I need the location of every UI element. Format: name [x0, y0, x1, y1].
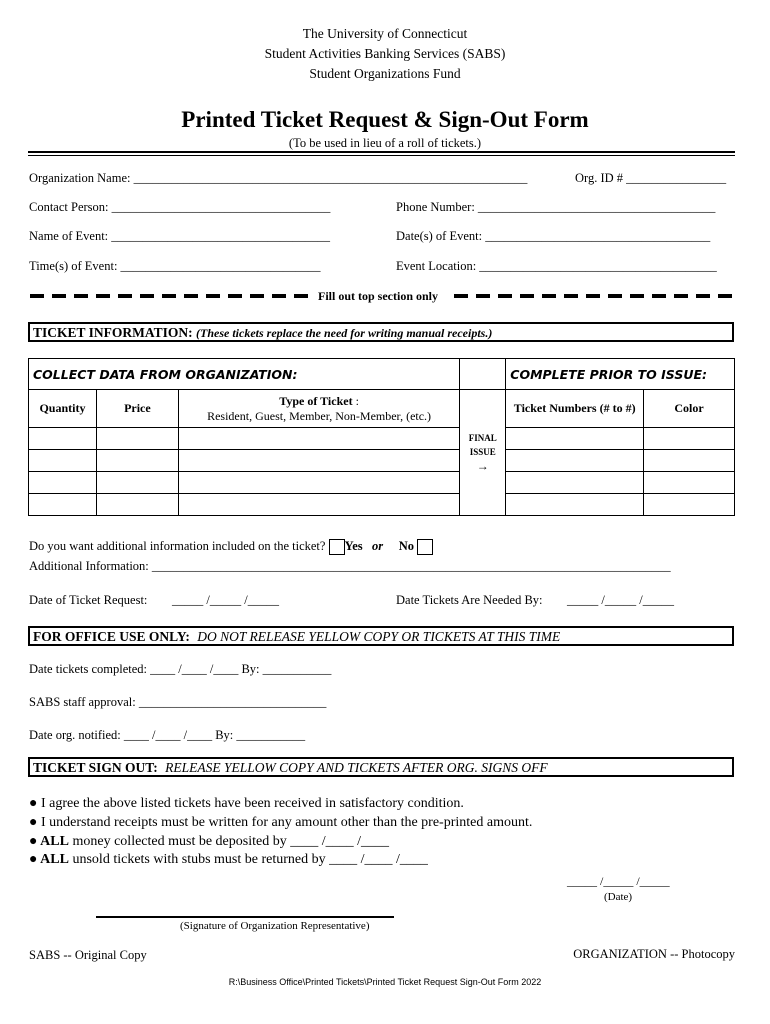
sign-date-label: (Date): [604, 891, 633, 903]
office-use-header: [28, 626, 734, 646]
bullet-deposit: [29, 834, 389, 850]
dashed-rule-left: [30, 294, 308, 298]
sabs-copy-label: SABS -- Original Copy: [29, 948, 147, 962]
event-dates-field[interactable]: Date(s) of Event: ____________________________________: [396, 229, 711, 243]
bullet-return-text: unsold tickets with stubs must be returned by ____ /____ /____: [68, 852, 428, 867]
additional-info-field[interactable]: Additional Information: ___________________________________________________________________________________: [29, 559, 671, 573]
quantity-cell[interactable]: [29, 494, 97, 516]
table-row: [29, 428, 735, 450]
header-sabs: Student Activities Banking Services (SABS): [264, 46, 506, 61]
col-color: Color: [644, 390, 735, 428]
final-issue-cell: [460, 390, 506, 516]
header-university: The University of Connecticut: [302, 26, 468, 41]
table-row: [29, 472, 735, 494]
ticket-numbers-cell[interactable]: [506, 428, 644, 450]
color-cell[interactable]: [644, 472, 735, 494]
table-section-row: [29, 359, 735, 390]
col-type-of-ticket: [178, 390, 460, 428]
ticket-numbers-cell[interactable]: [506, 494, 644, 516]
additional-info-question: [29, 539, 433, 555]
organization-copy-label: ORGANIZATION -- Photocopy: [573, 947, 735, 961]
signature-line[interactable]: [96, 916, 394, 918]
type-cell[interactable]: [178, 428, 460, 450]
type-cell[interactable]: [178, 450, 460, 472]
ticket-info-note: (These tickets replace the need for writing manual receipts.): [196, 326, 493, 340]
date-completed-field[interactable]: Date tickets completed: ____ /____ /____ By: ___________: [29, 662, 332, 676]
col-type-sub: Resident, Guest, Member, Non-Member, (etc.): [207, 408, 432, 423]
office-use-note: DO NOT RELEASE YELLOW COPY OR TICKETS AT THIS TIME: [197, 629, 561, 644]
date-needed-label: Date Tickets Are Needed By:: [396, 593, 543, 607]
or-label: or: [372, 539, 384, 553]
no-checkbox[interactable]: [417, 539, 433, 555]
title-rule-thin: [28, 155, 735, 156]
arrow-right-icon: →: [476, 459, 489, 473]
ticket-numbers-cell[interactable]: [506, 472, 644, 494]
ticket-table: [28, 358, 735, 516]
org-id-field[interactable]: Org. ID # ________________: [575, 171, 727, 185]
col-quantity: Quantity: [29, 390, 97, 428]
form-subtitle: (To be used in lieu of a roll of tickets.): [288, 136, 482, 150]
yes-label: Yes: [344, 539, 363, 553]
no-label: No: [398, 539, 415, 553]
date-request-label: Date of Ticket Request:: [29, 593, 148, 607]
phone-number-field[interactable]: Phone Number: ______________________________________: [396, 200, 716, 214]
fill-out-note: Fill out top section only: [318, 289, 439, 303]
col-type-colon: :: [352, 393, 359, 408]
ticket-numbers-cell[interactable]: [506, 450, 644, 472]
event-name-field[interactable]: Name of Event: ___________________________________: [29, 229, 331, 243]
collect-data-header: COLLECT DATA FROM ORGANIZATION:: [29, 359, 460, 390]
table-row: [29, 494, 735, 516]
quantity-cell[interactable]: [29, 428, 97, 450]
event-times-field[interactable]: Time(s) of Event: ________________________________: [29, 259, 321, 273]
org-name-field[interactable]: Organization Name: _______________________________________________________________: [29, 171, 528, 185]
bullet-deposit-bold: ● ALL: [29, 834, 69, 849]
color-cell[interactable]: [644, 494, 735, 516]
sign-date-field[interactable]: _____ /_____ /_____: [567, 874, 670, 888]
price-cell[interactable]: [96, 494, 178, 516]
type-cell[interactable]: [178, 494, 460, 516]
price-cell[interactable]: [96, 428, 178, 450]
issue-label: ISSUE: [469, 447, 496, 457]
date-needed-field[interactable]: _____ /_____ /_____: [567, 593, 674, 607]
col-ticket-numbers: Ticket Numbers (# to #): [506, 390, 644, 428]
bullet-return-bold: ● ALL: [29, 852, 69, 867]
ticket-information-header: [28, 322, 734, 342]
type-cell[interactable]: [178, 472, 460, 494]
bullet-deposit-text: money collected must be deposited by ____ /____ /____: [68, 834, 389, 849]
sign-out-header: [28, 757, 734, 777]
final-issue-spacer: [460, 359, 506, 390]
file-path-footer: R:\Business Office\Printed Tickets\Printed Ticket Request Sign-Out Form 2022: [228, 977, 542, 987]
bullet-receipts: ● I understand receipts must be written for any amount other than the pre-printed amount.: [29, 815, 533, 830]
sign-out-label: TICKET SIGN OUT:: [33, 760, 158, 775]
complete-prior-header: COMPLETE PRIOR TO ISSUE:: [506, 359, 735, 390]
additional-question-text: Do you want additional information included on the ticket?: [29, 539, 326, 553]
table-row: [29, 450, 735, 472]
dashed-rule-right: [454, 294, 736, 298]
color-cell[interactable]: [644, 450, 735, 472]
date-request-field[interactable]: _____ /_____ /_____: [172, 593, 279, 607]
header-fund: Student Organizations Fund: [309, 66, 461, 81]
contact-person-field[interactable]: Contact Person: ___________________________________: [29, 200, 331, 214]
bullet-return: [29, 852, 428, 868]
quantity-cell[interactable]: [29, 450, 97, 472]
staff-approval-field[interactable]: SABS staff approval: ______________________________: [29, 695, 327, 709]
sign-out-note: RELEASE YELLOW COPY AND TICKETS AFTER ORG. SIGNS OFF: [165, 760, 548, 775]
form-title: Printed Ticket Request & Sign-Out Form: [181, 107, 589, 132]
bullet-condition: ● I agree the above listed tickets have been received in satisfactory condition.: [29, 796, 464, 811]
price-cell[interactable]: [96, 450, 178, 472]
ticket-info-label: TICKET INFORMATION:: [33, 325, 193, 340]
date-notified-field[interactable]: Date org. notified: ____ /____ /____ By: ___________: [29, 728, 306, 742]
quantity-cell[interactable]: [29, 472, 97, 494]
yes-checkbox[interactable]: [329, 539, 345, 555]
title-rule-thick: [28, 151, 735, 153]
table-header-row: [29, 390, 735, 428]
final-label: FINAL: [468, 433, 497, 443]
price-cell[interactable]: [96, 472, 178, 494]
office-use-label: FOR OFFICE USE ONLY:: [33, 629, 190, 644]
signature-label: (Signature of Organization Representative): [180, 920, 370, 932]
event-location-field[interactable]: Event Location: ______________________________________: [396, 259, 717, 273]
col-type-title: Type of Ticket: [279, 393, 353, 408]
col-price: Price: [96, 390, 178, 428]
color-cell[interactable]: [644, 428, 735, 450]
